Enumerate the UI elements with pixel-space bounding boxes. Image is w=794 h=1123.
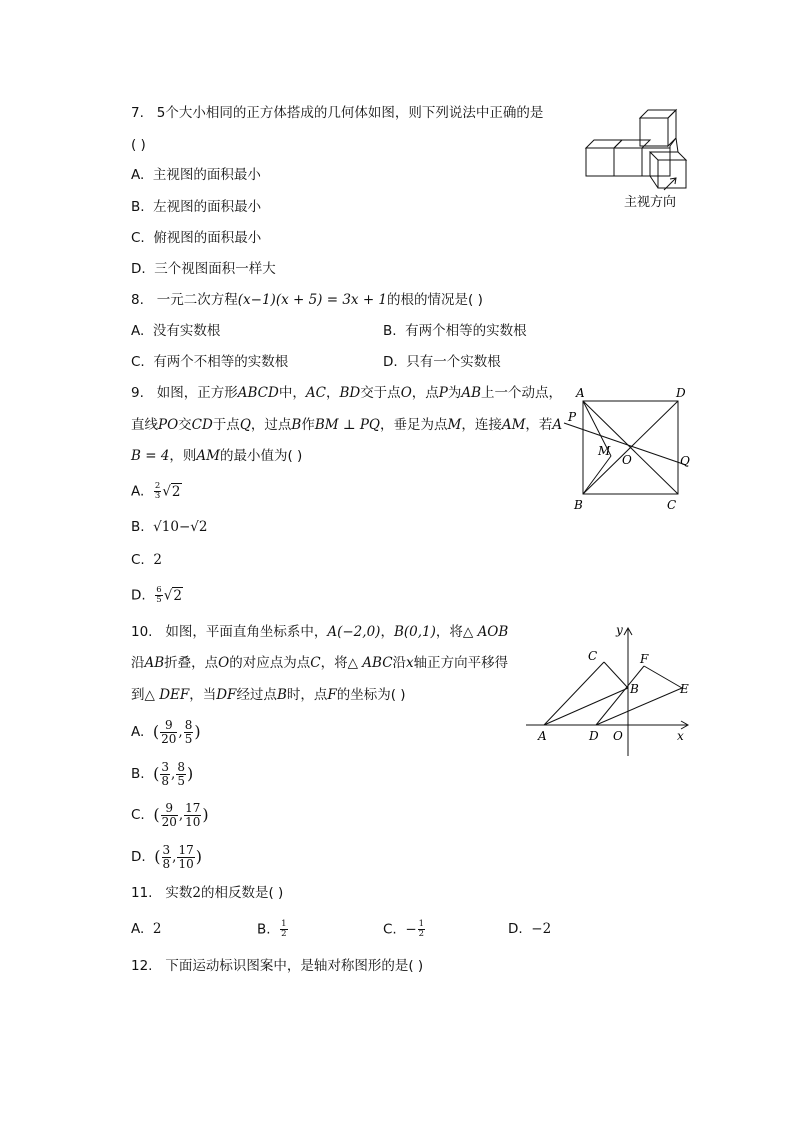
q9-stem-line3: B = 4，则AM的最小值为( ) <box>131 448 303 464</box>
q7-option-b[interactable]: B. 左视图的面积最小 <box>131 199 262 215</box>
q8-option-b[interactable]: B. 有两个相等的实数根 <box>383 323 527 339</box>
q9-stem-line1: 9. 如图，正方形ABCD中，AC，BD交于点O，点P为AB上一个动点， <box>131 385 563 401</box>
q7-stem-line1 <box>131 104 543 122</box>
q8-equation: (x−1)(x + 5) = 3x + 1 <box>237 292 388 308</box>
q9-label-Q: Q <box>680 454 690 468</box>
q10-label-D: D <box>589 729 599 743</box>
q8-option-a[interactable]: A. 没有实数根 <box>131 323 221 339</box>
q7-cube-figure <box>580 100 700 215</box>
q10-stem-line2: 沿AB折叠，点O的对应点为点C，将△ ABC沿x轴正方向平移得 <box>131 655 509 671</box>
q10-label-F: F <box>640 652 649 666</box>
q7-stem: 5个大小相同的正方体搭成的几何体如图，则下列说法中正确的是 <box>156 105 544 121</box>
q11-option-a[interactable]: A. 2 <box>131 921 162 937</box>
q10-label-O: O <box>613 729 623 743</box>
q10-option-a[interactable]: A. ( $\frac{9}{20}$ , $\frac{8}{5}$ ) <box>131 717 201 746</box>
q10-stem-line3: 到△ DEF，当DF经过点B时，点F的坐标为( ) <box>131 687 406 703</box>
q11-option-d[interactable]: D. −2 <box>508 921 552 937</box>
q7-stem-line2: ( ) <box>131 137 146 153</box>
q10-label-A: A <box>538 729 547 743</box>
q7-option-d[interactable]: D. 三个视图面积一样大 <box>131 261 276 277</box>
q10-label-E: E <box>680 682 689 696</box>
q10-coordinate-figure <box>522 620 698 760</box>
q10-stem-line1: 10. 如图，平面直角坐标系中，A(−2,0)，B(0,1)，将△ AOB <box>131 624 509 640</box>
q10-label-C: C <box>588 649 598 663</box>
q10-label-B: B <box>630 682 639 696</box>
q9-label-A: A <box>576 386 585 400</box>
q7-figure-caption: 主视方向 <box>624 195 677 210</box>
q9-label-O: O <box>622 453 632 467</box>
q7-number: 7. <box>131 105 144 121</box>
q9-label-B: B <box>574 498 583 512</box>
q9-label-C: C <box>667 498 677 512</box>
q8-option-c[interactable]: C. 有两个不相等的实数根 <box>131 354 289 370</box>
q10-label-y: y <box>616 623 623 637</box>
q9-option-b[interactable]: B. √10−√2 <box>131 519 208 535</box>
q9-option-c[interactable]: C. 2 <box>131 552 162 568</box>
q7-option-a[interactable]: A. 主视图的面积最小 <box>131 167 261 183</box>
q9-option-d[interactable]: D. $\frac{6}{5}$ √2 <box>131 585 182 605</box>
q8-option-d[interactable]: D. 只有一个实数根 <box>383 354 501 370</box>
q7-option-c[interactable]: C. 俯视图的面积最小 <box>131 230 262 246</box>
q10-option-c[interactable]: C. ( $\frac{9}{20}$ , $\frac{17}{10}$ ) <box>131 800 209 829</box>
q11-option-c[interactable]: C. − $\frac{1}{2}$ <box>383 919 425 939</box>
q9-square-figure <box>558 383 708 515</box>
q9-label-M: M <box>598 444 611 458</box>
q9-label-P: P <box>568 410 577 424</box>
q10-label-x: x <box>677 729 684 743</box>
q9-option-a[interactable]: A. $\frac{2}{3}$ √2 <box>131 481 181 501</box>
q9-stem-line2: 直线PO交CD于点Q，过点B作BM ⊥ PQ，垂足为点M，连接AM，若A <box>131 417 563 433</box>
q10-option-b[interactable]: B. ( $\frac{3}{8}$ , $\frac{8}{5}$ ) <box>131 759 194 788</box>
q11-option-b[interactable]: B. $\frac{1}{2}$ <box>257 919 287 939</box>
q12-stem: 12. 下面运动标识图案中，是轴对称图形的是( ) <box>131 958 424 974</box>
q9-label-D: D <box>676 386 686 400</box>
q8-stem: 8. 一元二次方程(x−1)(x + 5) = 3x + 1的根的情况是( ) <box>131 292 483 308</box>
q11-stem: 11. 实数2的相反数是( ) <box>131 885 284 901</box>
q10-option-d[interactable]: D. ( $\frac{3}{8}$ , $\frac{17}{10}$ ) <box>131 842 202 871</box>
